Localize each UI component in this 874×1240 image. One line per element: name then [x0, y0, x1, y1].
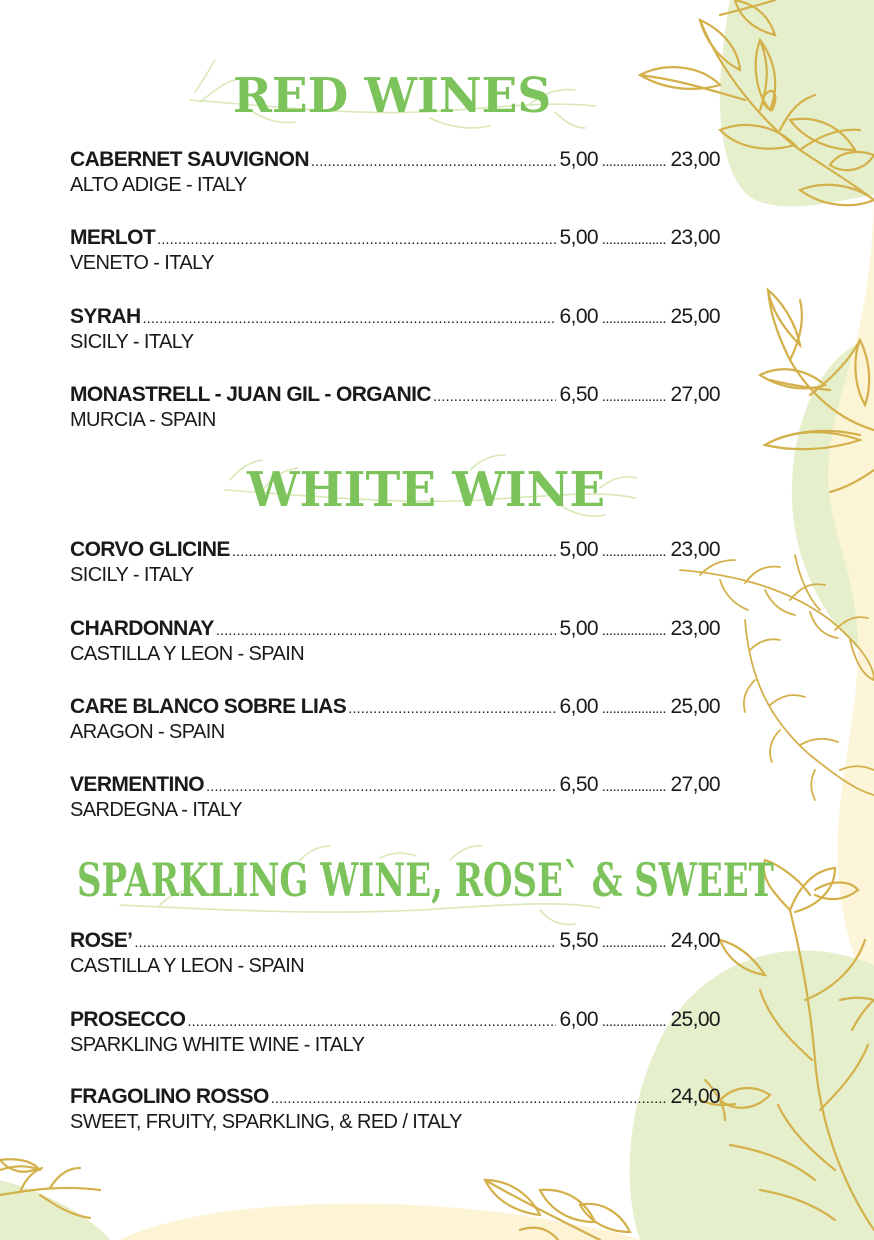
dot-leader: [602, 1010, 666, 1034]
dot-leader: [311, 150, 556, 174]
wine-name: MONASTRELL - JUAN GIL - ORGANIC: [70, 383, 431, 406]
dot-leader: [602, 150, 666, 174]
wine-origin: SICILY - ITALY: [70, 564, 194, 586]
menu-item: [70, 538, 720, 588]
wine-name: SYRAH: [70, 305, 141, 328]
dot-leader: [271, 1087, 666, 1111]
wine-name: CABERNET SAUVIGNON: [70, 148, 309, 171]
menu-item: [70, 305, 720, 355]
bottle-price: 23,00: [670, 538, 720, 561]
bottle-price: 27,00: [670, 773, 720, 796]
bottle-price: 25,00: [670, 305, 720, 328]
wine-name: VERMENTINO: [70, 773, 205, 796]
glass-price: 6,50: [559, 773, 598, 796]
top-right-green-blob: [720, 0, 874, 206]
dot-leader: [602, 228, 666, 252]
menu-item: [70, 383, 720, 433]
dot-leader: [602, 540, 666, 564]
dot-leader: [433, 385, 556, 409]
dot-leader: [602, 775, 666, 799]
glass-price: 5,00: [559, 148, 598, 171]
glass-price: 5,00: [559, 226, 598, 249]
bottle-price: 24,00: [670, 929, 720, 952]
menu-item: [70, 148, 720, 198]
menu-item: [70, 695, 720, 745]
glass-price: 5,50: [559, 929, 598, 952]
glass-price: 6,00: [559, 1008, 598, 1031]
wine-name: CORVO GLICINE: [70, 538, 230, 561]
wine-name: ROSE’: [70, 929, 133, 952]
wine-origin: SPARKLING WHITE WINE - ITALY: [70, 1034, 365, 1056]
wine-origin: CASTILLA Y LEON - SPAIN: [70, 955, 305, 977]
section-title-red-wines: [233, 68, 552, 124]
dot-leader: [602, 385, 666, 409]
wine-name: CHARDONNAY: [70, 617, 214, 640]
dot-leader: [602, 619, 666, 643]
section-title-sparkling-rose-sweet: [77, 853, 774, 907]
glass-price: 6,00: [559, 695, 598, 718]
dot-leader: [348, 697, 556, 721]
bottle-price: 25,00: [670, 695, 720, 718]
wine-origin: ALTO ADIGE - ITALY: [70, 174, 247, 196]
dot-leader: [134, 931, 556, 955]
wine-origin: SICILY - ITALY: [70, 331, 194, 353]
dot-leader: [602, 931, 666, 955]
wine-name: PROSECCO: [70, 1008, 186, 1031]
bottle-price: 27,00: [670, 383, 720, 406]
dot-leader: [143, 307, 556, 331]
bottle-price: 23,00: [670, 617, 720, 640]
bottle-price: 24,00: [670, 1085, 720, 1108]
dot-leader: [232, 540, 556, 564]
menu-item: [70, 226, 720, 276]
bottle-price: 23,00: [670, 226, 720, 249]
menu-item: [70, 773, 720, 823]
dot-leader: [206, 775, 556, 799]
wine-origin: ARAGON - SPAIN: [70, 721, 225, 743]
dot-leader: [602, 697, 666, 721]
wine-origin: SARDEGNA - ITALY: [70, 799, 242, 821]
glass-price: 6,50: [559, 383, 598, 406]
dot-leader: [157, 228, 556, 252]
section-title-text: RED WINES: [233, 68, 552, 124]
dot-leader: [602, 307, 666, 331]
glass-price: 5,00: [559, 538, 598, 561]
dot-leader: [216, 619, 556, 643]
section-title-text: SPARKLING WINE, ROSE` & SWEET: [77, 853, 774, 907]
menu-item: [70, 1085, 720, 1135]
dot-leader: [187, 1010, 556, 1034]
wine-origin: VENETO - ITALY: [70, 252, 214, 274]
wine-origin: CASTILLA Y LEON - SPAIN: [70, 643, 305, 665]
wine-name: CARE BLANCO SOBRE LIAS: [70, 695, 347, 718]
menu-item: [70, 1008, 720, 1058]
wine-origin: SWEET, FRUITY, SPARKLING, & RED / ITALY: [70, 1111, 462, 1133]
menu-item: [70, 929, 720, 979]
wine-name: MERLOT: [70, 226, 156, 249]
glass-price: 6,00: [559, 305, 598, 328]
wine-name: FRAGOLINO ROSSO: [70, 1085, 269, 1108]
section-title-white-wine: [247, 462, 605, 518]
bottle-price: 25,00: [670, 1008, 720, 1031]
section-title-text: WHITE WINE: [247, 462, 605, 518]
glass-price: 5,00: [559, 617, 598, 640]
menu-item: [70, 617, 720, 667]
wine-origin: MURCIA - SPAIN: [70, 409, 216, 431]
bottle-price: 23,00: [670, 148, 720, 171]
